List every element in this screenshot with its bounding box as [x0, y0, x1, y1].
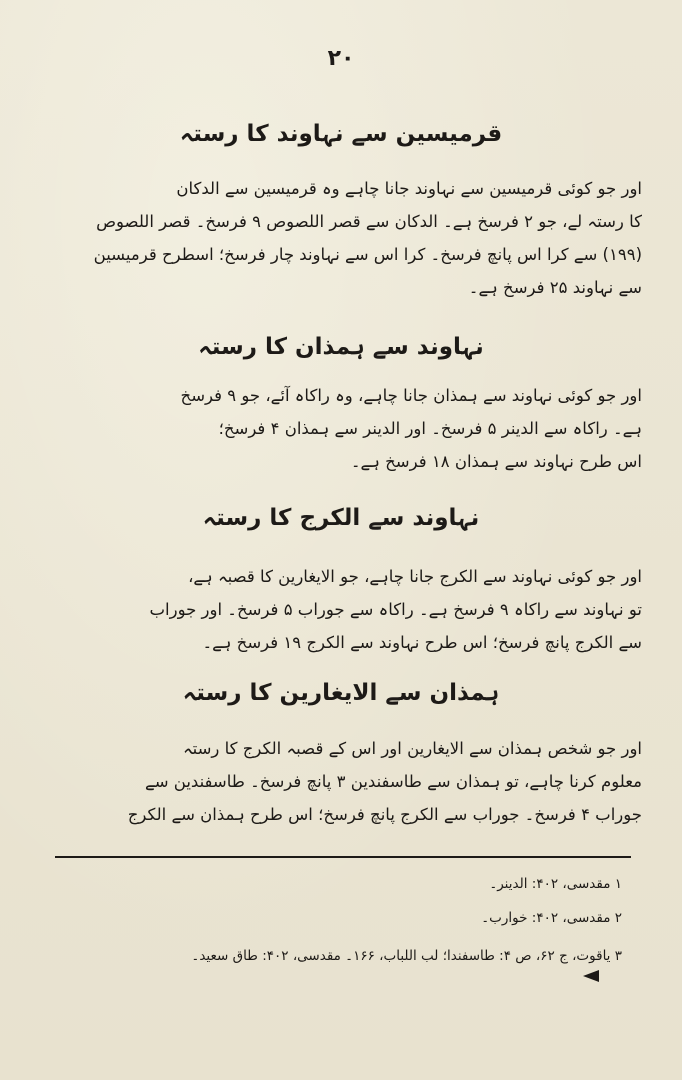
footnote-2: ۲ مقدسی، ۴۰۲: خوارب۔ — [481, 910, 622, 926]
section-paragraph-2 — [40, 379, 642, 478]
section-heading-2: نہاوند سے ہمذان کا رستہ — [198, 334, 484, 360]
paragraph-line: ہے۔ راکاہ سے الدینر ۵ فرسخ۔ اور الدینر سے ہمذان ۴ فرسخ؛ — [218, 419, 642, 438]
section-paragraph-4 — [40, 732, 642, 831]
paragraph-line: معلوم کرنا چاہے، تو ہمذان سے طاسفندین ۳ پانچ فرسخ۔ طاسفندین سے — [145, 772, 642, 791]
paragraph-line: کا رستہ لے، جو ۲ فرسخ ہے۔ الدکان سے قصر اللصوص ۹ فرسخ۔ قصر اللصوص — [96, 212, 642, 231]
section-heading-3: نہاوند سے الکرج کا رستہ — [202, 505, 480, 531]
section-paragraph-3 — [40, 560, 642, 659]
paragraph-line: اور جو کوئی نہاوند سے ہمذان جانا چاہے، وہ راکاہ آئے، جو ۹ فرسخ — [180, 386, 642, 405]
paragraph-line: (۱۹۹) سے کرا اس پانچ فرسخ۔ کرا اس سے نہاوند چار فرسخ؛ اسطرح قرمیسین — [93, 245, 642, 264]
paragraph-line: اور جو کوئی نہاوند سے الکرج جانا چاہے، جو الایغارین کا قصبہ ہے، — [188, 567, 642, 586]
paragraph-line: اور جو شخص ہمذان سے الایغارین اور اس کے قصبہ الکرج کا رستہ — [182, 739, 642, 758]
section-paragraph-1 — [40, 172, 642, 304]
section-heading-4: ہمذان سے الایغارین کا رستہ — [182, 680, 500, 706]
footnote-3: ۳ یاقوت، ج ۶۲، ص ۴: طاسفندا؛ لب اللباب، ۱۶۶۔ مقدسی، ۴۰۲: طاق سعید۔ — [191, 948, 622, 964]
arrow-icon — [583, 970, 599, 982]
paragraph-line: سے الکرج پانچ فرسخ؛ اس طرح نہاوند سے الکرج ۱۹ فرسخ ہے۔ — [202, 633, 642, 652]
footnote-1: ۱ مقدسی، ۴۰۲: الدینر۔ — [489, 876, 622, 892]
paragraph-line: تو نہاوند سے راکاہ ۹ فرسخ ہے۔ راکاہ سے جوراب ۵ فرسخ۔ اور جوراب — [149, 600, 642, 619]
paragraph-line: اس طرح نہاوند سے ہمذان ۱۸ فرسخ ہے۔ — [350, 452, 642, 471]
paragraph-line: جوراب ۴ فرسخ۔ جوراب سے الکرج پانچ فرسخ؛ اس طرح ہمذان سے الکرج — [127, 805, 642, 824]
footnote-divider — [55, 856, 631, 858]
paragraph-line: اور جو کوئی قرمیسین سے نہاوند جانا چاہے وہ قرمیسین سے الدکان — [176, 179, 642, 198]
section-heading-1: قرمیسین سے نہاوند کا رستہ — [179, 121, 503, 147]
page-number: ۲۰ — [327, 46, 355, 71]
paragraph-line: سے نہاوند ۲۵ فرسخ ہے۔ — [468, 278, 642, 297]
